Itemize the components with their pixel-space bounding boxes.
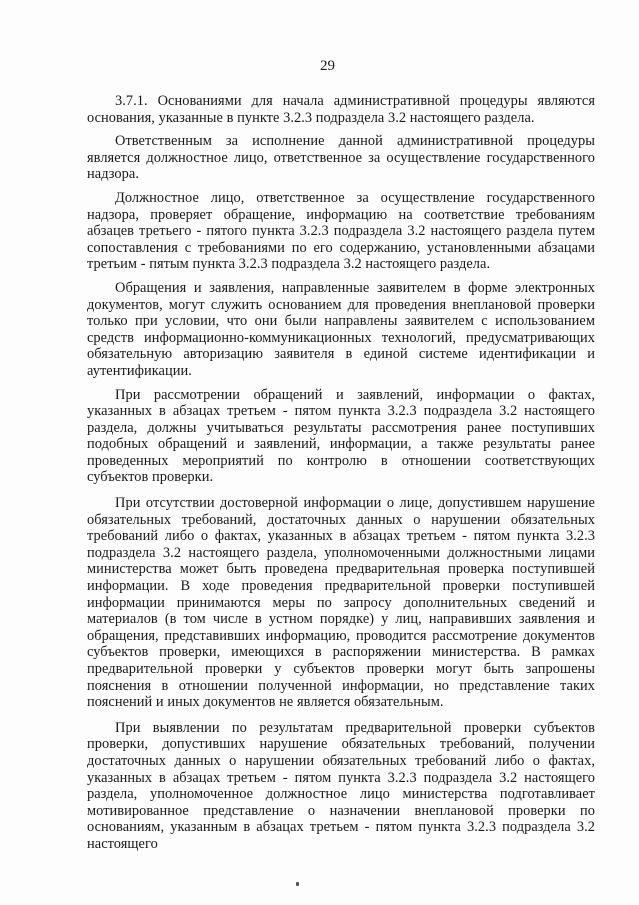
paragraph-preliminary-check: При отсутствии достоверной информации о лице, допустившем нарушение обязательных требований, достаточных данных о нарушении обязательных требований либо о фактах, указанных в абзацах третьем - пятом пункта 3.2.3 подраздела 3.2 настоящего раздела, уполномоченными должностными лицами министерства может быть проведена предварительная проверка поступившей информации. В ходе проведения предварительной проверки поступившей информации принимаются меры по запросу дополнительных сведений и материалов (в том числе в устном порядке) у лиц, направивших заявления и обращения, представивших информацию, проводится рассмотрение документов субъектов проверки, имеющихся в распоряжении министерства. В рамках предварительной проверки у субъектов проверки могут быть запрошены пояснения в отношении полученной информации, но представление таких пояснений и иных документов не является обязательным. xyxy=(87,495,595,711)
document-body xyxy=(87,93,595,860)
paragraph-detection: При выявлении по результатам предварительной проверки субъектов проверки, допустивших нарушение обязательных требований, получении достаточных данных о нарушении обязательных требований либо о фактах, указанных в абзацах третьем - пятом пункта 3.2.3 подраздела 3.2 настоящего раздела, уполномоченное должностное лицо министерства подготавливает мотивированное представление о назначении внеплановой проверки по основаниям, указанным в абзацах третьем - пятом пункта 3.2.3 подраздела 3.2 настоящего xyxy=(87,719,595,852)
scan-speck xyxy=(296,882,299,886)
page-number: 29 xyxy=(320,58,335,74)
paragraph-responsible: Ответственным за исполнение данной административной процедуры является должностное лицо, ответственное за осуществление государственного надзора. xyxy=(87,133,595,183)
paragraph-electronic-documents: Обращения и заявления, направленные заявителем в форме электронных документов, могут служить основанием для проведения внеплановой проверки только при условии, что они были направлены заявителем с использованием средств информационно-коммуникационных технологий, предусматривающих обязательную авторизацию заявителя в единой системе идентификации и аутентификации. xyxy=(87,279,595,379)
paragraph-consideration: При рассмотрении обращений и заявлений, информации о фактах, указанных в абзацах третьем - пятом пункта 3.2.3 подраздела 3.2 настоящего раздела, должны учитываться результаты рассмотрения ранее поступивших подобных обращений и заявлений, информации, а также результаты ранее проведенных мероприятий по контролю в отношении соответствующих субъектов проверки. xyxy=(87,386,595,486)
paragraph-grounds: 3.7.1. Основаниями для начала административной процедуры являются основания, указанные в пункте 3.2.3 подраздела 3.2 настоящего раздела. xyxy=(87,93,595,126)
paragraph-official-checks: Должностное лицо, ответственное за осуществление государственного надзора, проверяет обращение, информацию на соответствие требованиям абзацев третьего - пятого пункта 3.2.3 подраздела 3.2 настоящего раздела путем сопоставления с требованиями по его содержанию, установленными абзацами третьим - пятым пункта 3.2.3 подраздела 3.2 настоящего раздела. xyxy=(87,189,595,273)
